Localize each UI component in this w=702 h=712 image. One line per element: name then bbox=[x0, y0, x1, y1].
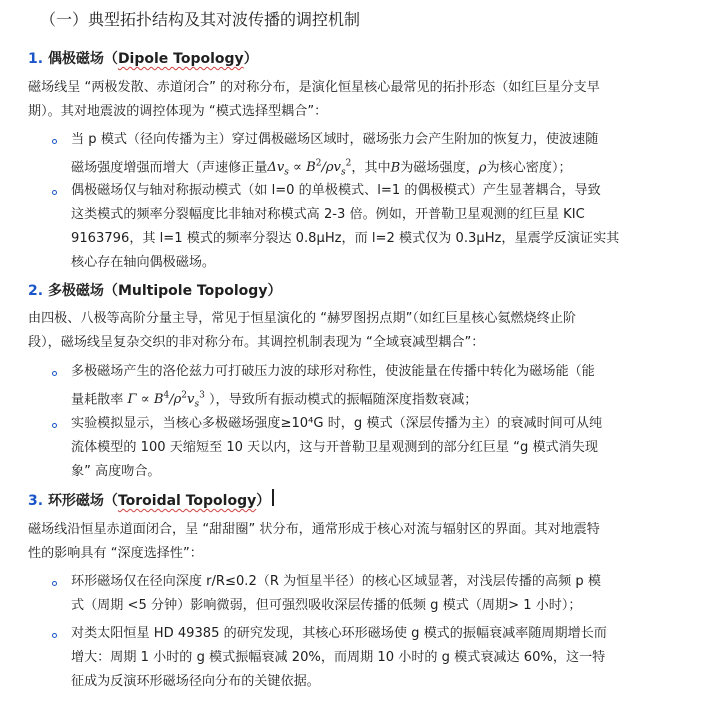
section-3-intro-line-1: 磁场线沿恒星赤道面闭合，呈 “甜甜圈” 状分布，通常形成于核心对流与辐射区的界面。其对地震特 bbox=[28, 522, 600, 537]
math-sup: 2 bbox=[181, 391, 188, 401]
text-span: 为核心密度）； bbox=[486, 160, 572, 176]
text-span: 为磁场强度， bbox=[400, 160, 479, 176]
section-3-title-en: Toroidal Topology bbox=[117, 493, 257, 509]
math-sup: 2 bbox=[315, 159, 322, 169]
section-2-bullet-2 bbox=[71, 412, 697, 484]
math-rho: /ρ bbox=[169, 392, 182, 408]
bullet-line: 象” 高度吻合。 bbox=[71, 464, 161, 479]
formula-dissipation bbox=[127, 391, 205, 410]
section-2-title-en: Multipole Topology bbox=[117, 283, 268, 299]
section-2-title bbox=[28, 280, 281, 300]
section-1-bullet-2 bbox=[71, 179, 697, 275]
bullet-line: 这类模式的频率分裂幅度比非轴对称模式高 2-3 倍。例如，开普勒卫星观测的红巨星 KIC bbox=[71, 207, 585, 222]
section-1-intro-line-2: 期）。其对地震波的调控体现为 “模式选择型耦合”： bbox=[28, 104, 328, 119]
bullet-marker bbox=[52, 139, 57, 144]
bullet-marker bbox=[52, 633, 57, 638]
math-gamma: Γ ∝ B bbox=[127, 392, 164, 408]
text-span: 磁场强度增强而增大（声速修正量 bbox=[71, 160, 268, 176]
section-2-number: 2. bbox=[28, 283, 44, 299]
bullet-line: 多极磁场产生的洛伦兹力可打破压力波的球形对称性，使波能量在传播中转化为磁场能（能 bbox=[71, 364, 595, 379]
math-dv: Δv bbox=[267, 160, 285, 176]
math-rho: /ρv bbox=[321, 160, 341, 176]
math-sub: s bbox=[194, 399, 200, 410]
section-3-title bbox=[28, 490, 270, 510]
section-2-bullet-1 bbox=[71, 360, 697, 417]
math-sup: 2 bbox=[345, 159, 352, 169]
text-span: 量耗散率 bbox=[71, 392, 124, 408]
math-b: B bbox=[390, 160, 401, 176]
bullet-line: 征成为反演环形磁场径向分布的关键依据。 bbox=[71, 674, 320, 689]
math-sub: s bbox=[284, 167, 289, 178]
bullet-marker bbox=[52, 423, 57, 428]
section-1-intro-line-1: 磁场线呈 “两极发散、赤道闭合” 的对称分布，是演化恒星核心最常见的拓扑形态（如红巨星分支早 bbox=[28, 80, 600, 95]
section-3-bullet-1 bbox=[71, 570, 697, 618]
bullet-line: 环形磁场仅在径向深度 r/R≤0.2（R 为恒星半径）的核心区域显著，对浅层传播的高频 p 模 bbox=[71, 574, 601, 589]
section-1-title-cn: 偶极磁场（ bbox=[47, 51, 118, 67]
section-3-title-cn: 环形磁场（ bbox=[47, 493, 118, 509]
bullet-line: 偶极磁场仅与轴对称振动模式（如 l=0 的单极模式、l=1 的偶极模式）产生显著耦合，导致 bbox=[71, 183, 601, 198]
math-sup: 4 bbox=[163, 391, 170, 401]
bullet-line: 核心存在轴向偶极磁场。 bbox=[71, 255, 216, 270]
math-sub: s bbox=[340, 167, 346, 178]
text-span: ，其中 bbox=[351, 160, 391, 176]
bullet-marker bbox=[52, 581, 57, 586]
section-2-intro-line-2: 段），磁场线呈复杂交织的非对称分布。其调控机制表现为 “全域衰减型耦合”： bbox=[28, 335, 485, 350]
bullet-line: 当 p 模式（径向传播为主）穿过偶极磁场区域时，磁场张力会产生附加的恢复力，使波速随 bbox=[71, 132, 599, 147]
section-3-intro-line-2: 性的影响具有 “深度选择性”： bbox=[28, 546, 203, 561]
text-span: ），导致所有振动模式的振幅随深度指数衰减； bbox=[208, 392, 478, 408]
section-2-intro-line-1: 由四极、八极等高阶分量主导，常见于恒星演化的 “赫罗图拐点期”（如红巨星核心氦燃烧终止阶 bbox=[28, 311, 577, 326]
bullet-line: 实验模拟显示，当核心多极磁场强度≥10⁴G 时，g 模式（深层传播为主）的衰减时间可从纯 bbox=[71, 416, 603, 431]
section-1-number: 1. bbox=[28, 51, 44, 67]
bullet-line: 9163796，其 l=1 模式的频率分裂达 0.8μHz，而 l=2 模式仅为 0.3μHz，星震学反演证实其 bbox=[71, 231, 620, 246]
section-1-intro bbox=[28, 76, 696, 124]
section-1-title-en: Dipole Topology bbox=[117, 51, 244, 67]
section-1-bullet-1 bbox=[71, 128, 697, 185]
section-3-title-end: ） bbox=[256, 493, 271, 509]
section-2-intro bbox=[28, 307, 696, 355]
section-3-bullet-2 bbox=[71, 622, 697, 694]
math-sup: 3 bbox=[199, 391, 205, 401]
section-3-intro bbox=[28, 518, 696, 566]
text-cursor bbox=[272, 489, 274, 506]
bullet-line: 式（周期 <5 分钟）影响微弱，但可强烈吸收深层传播的低频 g 模式（周期> 1 小时）； bbox=[71, 598, 582, 613]
page-heading: （一）典型拓扑结构及其对波传播的调控机制 bbox=[40, 10, 361, 29]
formula-sound-speed bbox=[267, 159, 352, 178]
math-v: v bbox=[187, 392, 195, 408]
bullet-line: 增大：周期 1 小时的 g 模式振幅衰减 20%，而周期 10 小时的 g 模式衰减达 60%，这一特 bbox=[71, 650, 606, 665]
section-3-number: 3. bbox=[28, 493, 44, 509]
bullet-line: 对类太阳恒星 HD 49385 的研究发现，其核心环形磁场使 g 模式的振幅衰减率随周期增长而 bbox=[71, 626, 607, 641]
bullet-marker bbox=[52, 371, 57, 376]
math-prop: ∝ B bbox=[288, 160, 316, 176]
section-2-title-cn: 多极磁场（ bbox=[47, 283, 118, 299]
bullet-marker bbox=[52, 190, 57, 195]
bullet-line: 流体模型的 100 天缩短至 10 天以内，这与开普勒卫星观测到的部分红巨星 “g 模式消失现 bbox=[71, 440, 598, 455]
section-1-title-end: ） bbox=[243, 51, 258, 67]
section-1-title bbox=[28, 48, 258, 68]
section-2-title-end: ） bbox=[267, 283, 282, 299]
math-rho-single: ρ bbox=[478, 160, 487, 176]
